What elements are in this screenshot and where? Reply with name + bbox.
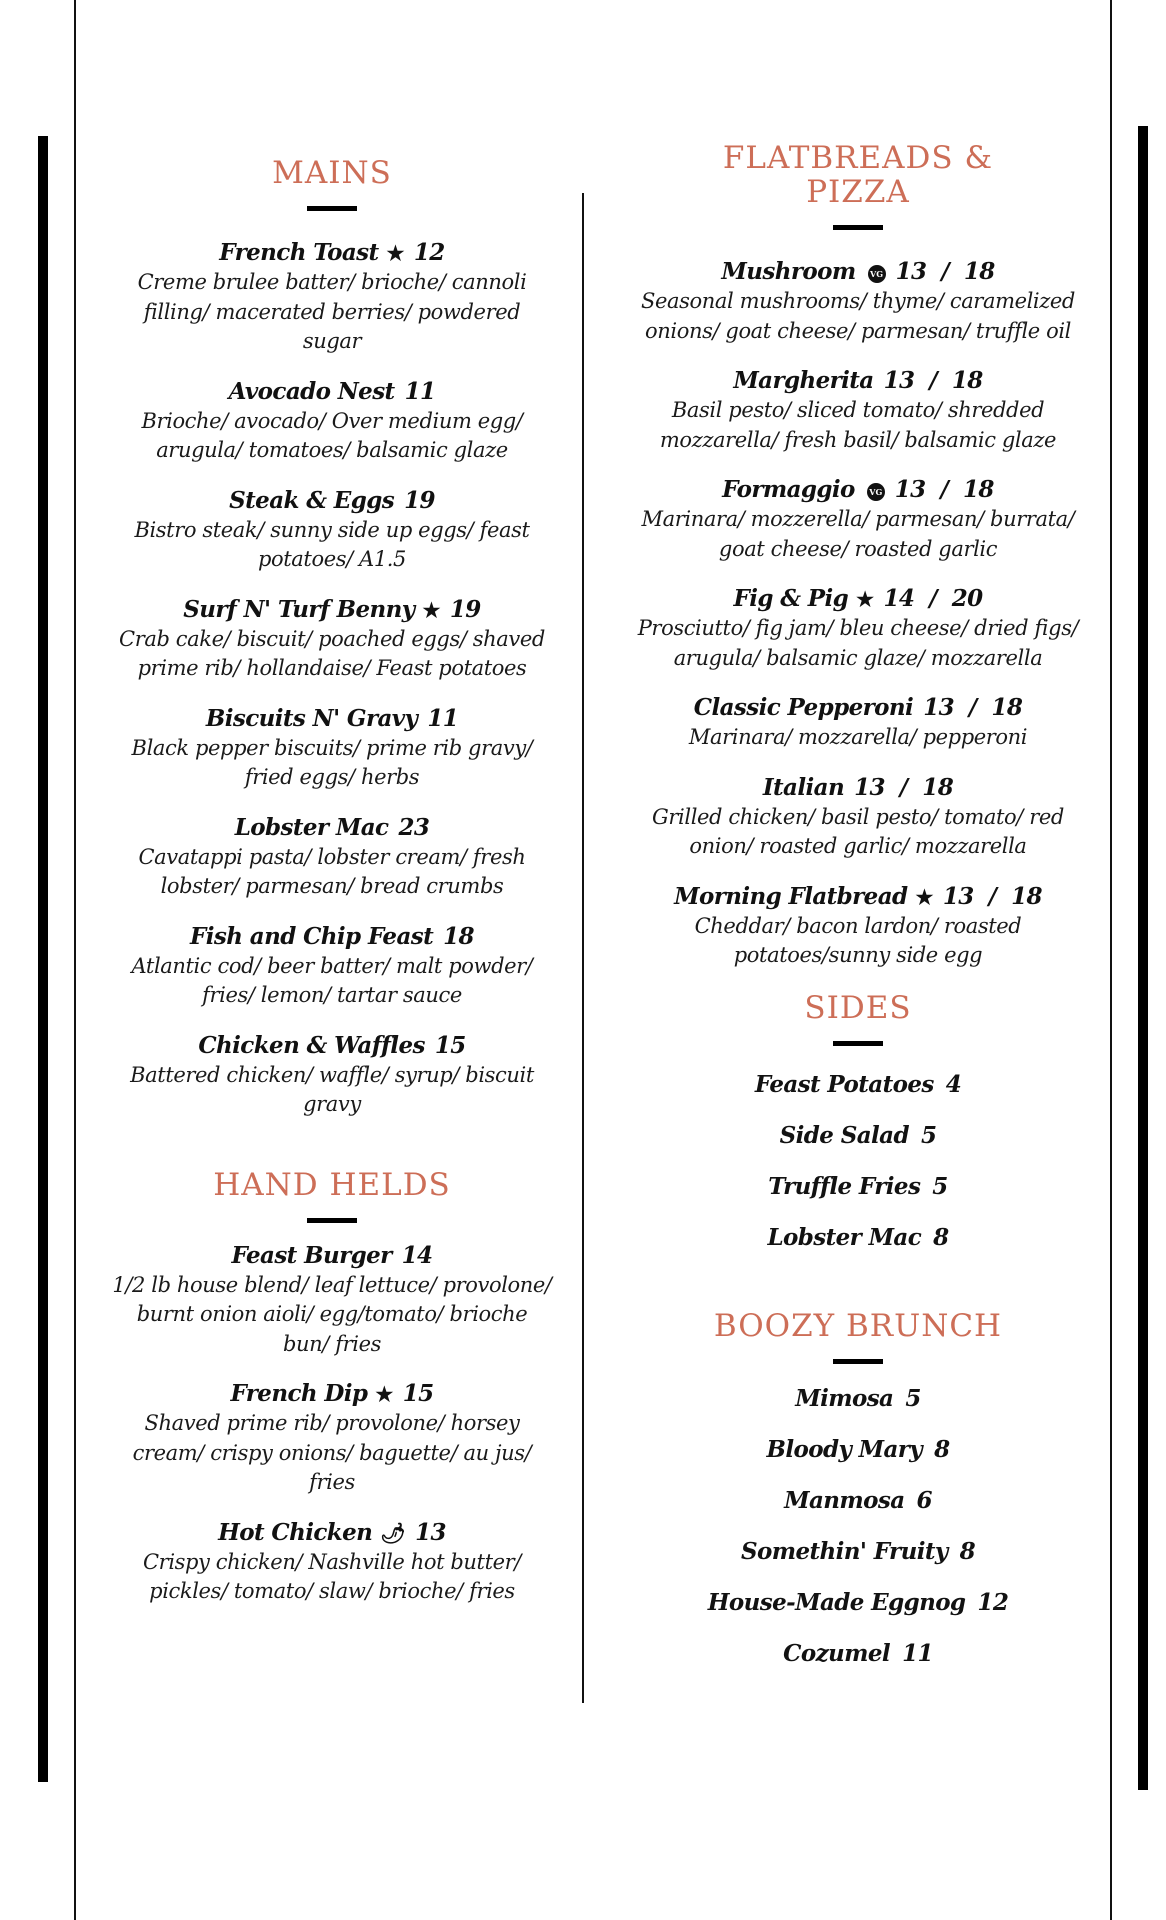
- item-name: House-Made Eggnog: [707, 1588, 966, 1616]
- item-name: Margherita: [733, 367, 874, 394]
- menu-item: [112, 1518, 552, 1607]
- title-rule: [307, 1218, 357, 1223]
- item-name: Surf N' Turf Benny: [183, 595, 415, 623]
- item-name: Truffle Fries: [768, 1172, 921, 1200]
- item-name: Mimosa: [795, 1384, 894, 1412]
- menu-item: [112, 813, 552, 902]
- flatbreads-title-line1: FLATBREADS &: [722, 140, 994, 176]
- sides-title: SIDES: [804, 989, 912, 1026]
- item-description: Battered chicken/ waffle/ syrup/ biscuit gravy: [130, 1062, 534, 1116]
- item-price: 8: [933, 1223, 949, 1251]
- menu-item: [630, 257, 1086, 346]
- item-price: 6: [916, 1486, 932, 1514]
- menu-item: [112, 377, 552, 466]
- item-price: 13 / 18: [854, 773, 954, 801]
- item-price: 15: [402, 1380, 434, 1407]
- menu-item: [112, 238, 552, 357]
- drink-item: [630, 1639, 1086, 1669]
- item-description: 1/2 lb house blend/ leaf lettuce/ provolone/ burnt onion aioli/ egg/tomato/ brioche bun/ fries: [112, 1272, 552, 1356]
- flatbreads-title-line2: PIZZA: [806, 174, 910, 210]
- drink-item: [630, 1435, 1086, 1465]
- side-item: [630, 1070, 1086, 1100]
- side-item: [630, 1223, 1086, 1253]
- item-description: Creme brulee batter/ brioche/ cannoli filling/ macerated berries/ powdered sugar: [137, 270, 527, 353]
- item-price: 14: [401, 1241, 433, 1269]
- menu-item: [112, 486, 552, 575]
- item-name: Hot Chicken: [218, 1518, 373, 1546]
- title-rule: [833, 225, 883, 230]
- item-price: 14 / 20: [883, 585, 983, 612]
- item-price: 13: [415, 1518, 446, 1546]
- item-name: Avocado Nest: [228, 377, 395, 405]
- drink-item: [630, 1486, 1086, 1516]
- item-description: Cheddar/ bacon lardon/ roasted potatoes/sunny side egg: [694, 913, 1022, 967]
- menu-item: [630, 584, 1086, 673]
- item-name: Manmosa: [784, 1486, 905, 1514]
- menu-item: [112, 922, 552, 1011]
- sides-section: [630, 991, 1086, 1253]
- handhelds-section: [112, 1168, 552, 1607]
- menu-item: [630, 693, 1086, 753]
- item-description: Basil pesto/ sliced tomato/ shredded mozzarella/ fresh basil/ balsamic glaze: [659, 398, 1057, 452]
- item-name: Bloody Mary: [766, 1435, 923, 1463]
- title-rule: [833, 1041, 883, 1046]
- item-price: 4: [945, 1070, 962, 1098]
- right-column: [630, 141, 1086, 1690]
- item-name: Italian: [762, 773, 845, 801]
- star-icon: ★: [375, 1382, 393, 1406]
- item-price: 18: [443, 922, 474, 950]
- item-price: 12: [977, 1588, 1009, 1616]
- menu-item: [112, 1031, 552, 1120]
- boozy-brunch-title: BOOZY BRUNCH: [713, 1307, 1003, 1344]
- item-name: Feast Potatoes: [754, 1070, 934, 1098]
- item-price: 13 / 18: [942, 882, 1042, 910]
- item-name: Fig & Pig: [733, 585, 849, 612]
- flatbreads-title: [630, 141, 1086, 209]
- item-description: Brioche/ avocado/ Over medium egg/ arugula/ tomatoes/ balsamic glaze: [141, 408, 523, 462]
- item-description: Atlantic cod/ beer batter/ malt powder/ fries/ lemon/ tartar sauce: [131, 953, 533, 1007]
- vegetarian-icon: VG: [868, 265, 886, 283]
- item-description: Marinara/ mozzarella/ pepperoni: [688, 725, 1028, 749]
- drink-item: [630, 1588, 1086, 1618]
- item-description: Marinara/ mozzerella/ parmesan/ burrata/ goat cheese/ roasted garlic: [641, 507, 1075, 561]
- flatbreads-section: [630, 141, 1086, 971]
- item-price: 5: [905, 1384, 921, 1412]
- item-price: 11: [404, 377, 436, 405]
- title-rule: [307, 206, 357, 211]
- item-name: Somethin' Fruity: [740, 1537, 948, 1565]
- menu-item: [112, 1379, 552, 1498]
- boozy-brunch-section: [630, 1309, 1086, 1669]
- item-description: Shaved prime rib/ provolone/ horsey cream/ crispy onions/ baguette/ au jus/ fries: [132, 1411, 532, 1494]
- drink-item: [630, 1537, 1086, 1567]
- item-name: Classic Pepperoni: [693, 694, 914, 721]
- side-item: [630, 1172, 1086, 1202]
- vegetarian-icon: VG: [867, 483, 885, 501]
- item-price: 13 / 18: [894, 476, 994, 503]
- item-price: 15: [434, 1031, 466, 1059]
- item-name: Chicken & Waffles: [198, 1031, 425, 1059]
- item-price: 11: [427, 704, 459, 732]
- item-description: Crispy chicken/ Nashville hot butter/ pickles/ tomato/ slaw/ brioche/ fries: [143, 1549, 521, 1603]
- item-price: 5: [932, 1172, 948, 1200]
- star-icon: ★: [915, 884, 933, 909]
- item-name: Lobster Mac: [767, 1223, 922, 1251]
- item-name: French Dip: [230, 1380, 368, 1407]
- mains-section: [112, 156, 552, 1120]
- item-name: Formaggio: [722, 476, 855, 503]
- item-price: 8: [959, 1537, 976, 1565]
- decorative-bar-left: [38, 136, 48, 1782]
- handhelds-title: HAND HELDS: [213, 1166, 451, 1203]
- item-name: Cozumel: [783, 1639, 891, 1667]
- item-name: Fish and Chip Feast: [190, 922, 434, 950]
- item-description: Bistro steak/ sunny side up eggs/ feast potatoes/ A1.5: [134, 517, 530, 571]
- mains-title: MAINS: [272, 155, 392, 191]
- side-item: [630, 1121, 1086, 1151]
- item-description: Black pepper biscuits/ prime rib gravy/ fried eggs/ herbs: [131, 735, 533, 789]
- menu-item: [630, 882, 1086, 971]
- star-icon: ★: [856, 587, 874, 611]
- column-divider: [582, 193, 584, 1703]
- item-price: 13 / 18: [895, 258, 995, 285]
- chili-pepper-icon: 🌶: [380, 1520, 406, 1545]
- item-price: 13 / 18: [883, 367, 983, 394]
- item-price: 23: [398, 813, 430, 841]
- menu-item: [112, 595, 552, 684]
- item-description: Seasonal mushrooms/ thyme/ caramelized onions/ goat cheese/ parmesan/ truffle oil: [641, 289, 1075, 343]
- star-icon: ★: [386, 241, 404, 265]
- item-name: Biscuits N' Gravy: [205, 704, 418, 732]
- item-name: Feast Burger: [231, 1241, 392, 1269]
- page-border-right: [1110, 0, 1112, 1920]
- item-name: French Toast: [219, 239, 379, 266]
- item-price: 12: [413, 239, 445, 266]
- item-price: 5: [920, 1121, 937, 1149]
- item-price: 19: [404, 486, 435, 514]
- item-price: 8: [934, 1435, 950, 1463]
- item-description: Cavatappi pasta/ lobster cream/ fresh lobster/ parmesan/ bread crumbs: [138, 844, 526, 898]
- menu-item: [630, 475, 1086, 564]
- item-price: 13 / 18: [923, 694, 1023, 721]
- page-border-left: [74, 0, 76, 1920]
- item-description: Prosciutto/ fig jam/ bleu cheese/ dried figs/ arugula/ balsamic glaze/ mozzarella: [637, 616, 1079, 670]
- star-icon: ★: [422, 597, 440, 622]
- item-name: Side Salad: [779, 1121, 909, 1149]
- item-name: Mushroom: [721, 258, 856, 285]
- item-name: Steak & Eggs: [229, 486, 395, 514]
- decorative-bar-right: [1138, 126, 1148, 1790]
- left-column: [112, 156, 552, 1627]
- item-description: Grilled chicken/ basil pesto/ tomato/ red onion/ roasted garlic/ mozzarella: [652, 804, 1064, 858]
- drink-item: [630, 1384, 1086, 1414]
- item-name: Morning Flatbread: [674, 882, 908, 910]
- item-price: 19: [449, 595, 481, 623]
- menu-item: [112, 1241, 552, 1360]
- item-name: Lobster Mac: [234, 813, 389, 841]
- menu-item: [112, 704, 552, 793]
- menu-item: [630, 366, 1086, 455]
- menu-item: [630, 773, 1086, 862]
- item-price: 11: [902, 1639, 933, 1667]
- title-rule: [833, 1359, 883, 1364]
- item-description: Crab cake/ biscuit/ poached eggs/ shaved prime rib/ hollandaise/ Feast potatoes: [119, 626, 545, 680]
